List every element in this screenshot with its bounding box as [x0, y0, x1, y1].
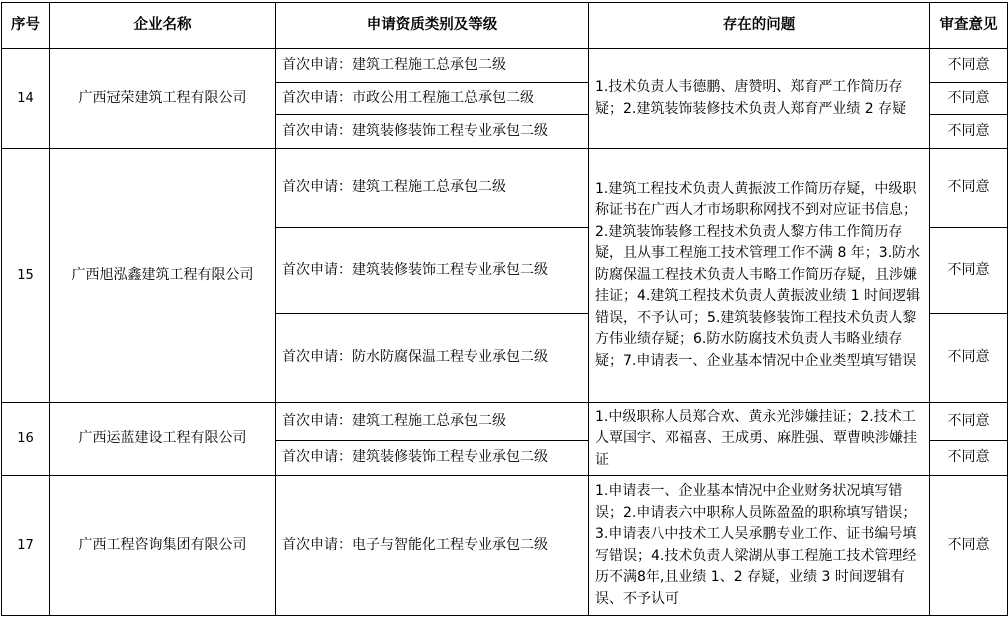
review-opinion: 不同意	[930, 228, 1008, 314]
application-item: 首次申请：市政公用工程施工总承包二级	[276, 83, 589, 115]
company-name: 广西冠荣建筑工程有限公司	[50, 49, 276, 149]
row-seq: 15	[2, 149, 50, 403]
issues-text: 1.申请表一、企业基本情况中企业财务状况填写错误；2.申请表六中职称人员陈盈盈的职称填写错误；3.申请表八中技术工人吴承鹏专业工作、证书编号填写错误；4.技术负责人梁湖从事工程施工技术管理经历不满8年,且业绩 1、2 存疑，业绩 3 时间逻辑有误、不予认可	[589, 476, 930, 616]
application-item: 首次申请：建筑装修装饰工程专业承包二级	[276, 441, 589, 476]
review-opinion: 不同意	[930, 403, 1008, 441]
header-row	[2, 3, 1008, 49]
row-seq: 17	[2, 476, 50, 616]
row-seq: 16	[2, 403, 50, 476]
application-item: 首次申请：防水防腐保温工程专业承包二级	[276, 314, 589, 403]
issues-text: 1.中级职称人员郑合欢、黄永光涉嫌挂证；2.技术工人覃国宇、邓福喜、王成勇、麻胜强、覃曹映涉嫌挂证	[589, 403, 930, 476]
review-opinion: 不同意	[930, 149, 1008, 228]
application-item: 首次申请：电子与智能化工程专业承包二级	[276, 476, 589, 616]
review-opinion: 不同意	[930, 476, 1008, 616]
header-seq: 序号	[2, 3, 50, 49]
company-name: 广西运蓝建设工程有限公司	[50, 403, 276, 476]
review-opinion: 不同意	[930, 115, 1008, 149]
application-item: 首次申请：建筑工程施工总承包二级	[276, 403, 589, 441]
header-opinion: 审查意见	[930, 3, 1008, 49]
application-item: 首次申请：建筑工程施工总承包二级	[276, 149, 589, 228]
issues-text: 1.建筑工程技术负责人黄振波工作简历存疑，中级职称证书在广西人才市场职称网找不到对应证书信息；2.建筑装饰装修工程技术负责人黎方伟工作简历存疑，且从事工程施工技术管理工作不满 8 年；3.防水防腐保温工程技术负责人韦略工作简历存疑，且涉嫌挂证；4.建筑工程技术负责人黄振波业绩 1 时间逻辑错误，不予认可；5.建筑装修装饰工程技术负责人黎方伟业绩存疑；6.防水防腐技术负责人韦略业绩存疑；7.申请表一、企业基本情况中企业类型填写错误	[589, 149, 930, 403]
company-name: 广西旭泓鑫建筑工程有限公司	[50, 149, 276, 403]
header-issues: 存在的问题	[589, 3, 930, 49]
review-opinion: 不同意	[930, 314, 1008, 403]
table-row	[2, 403, 1008, 441]
review-opinion: 不同意	[930, 49, 1008, 83]
table-row	[2, 49, 1008, 83]
company-name: 广西工程咨询集团有限公司	[50, 476, 276, 616]
header-qualification: 申请资质类别及等级	[276, 3, 589, 49]
row-seq: 14	[2, 49, 50, 149]
table-row	[2, 476, 1008, 616]
application-item: 首次申请：建筑工程施工总承包二级	[276, 49, 589, 83]
review-opinion: 不同意	[930, 83, 1008, 115]
application-item: 首次申请：建筑装修装饰工程专业承包二级	[276, 115, 589, 149]
review-table	[1, 2, 1008, 616]
application-item: 首次申请：建筑装修装饰工程专业承包二级	[276, 228, 589, 314]
review-opinion: 不同意	[930, 441, 1008, 476]
header-company: 企业名称	[50, 3, 276, 49]
issues-text: 1.技术负责人韦德鹏、唐赞明、郑育严工作简历存疑；2.建筑装饰装修技术负责人郑育严业绩 2 存疑	[589, 49, 930, 149]
table-row	[2, 149, 1008, 228]
